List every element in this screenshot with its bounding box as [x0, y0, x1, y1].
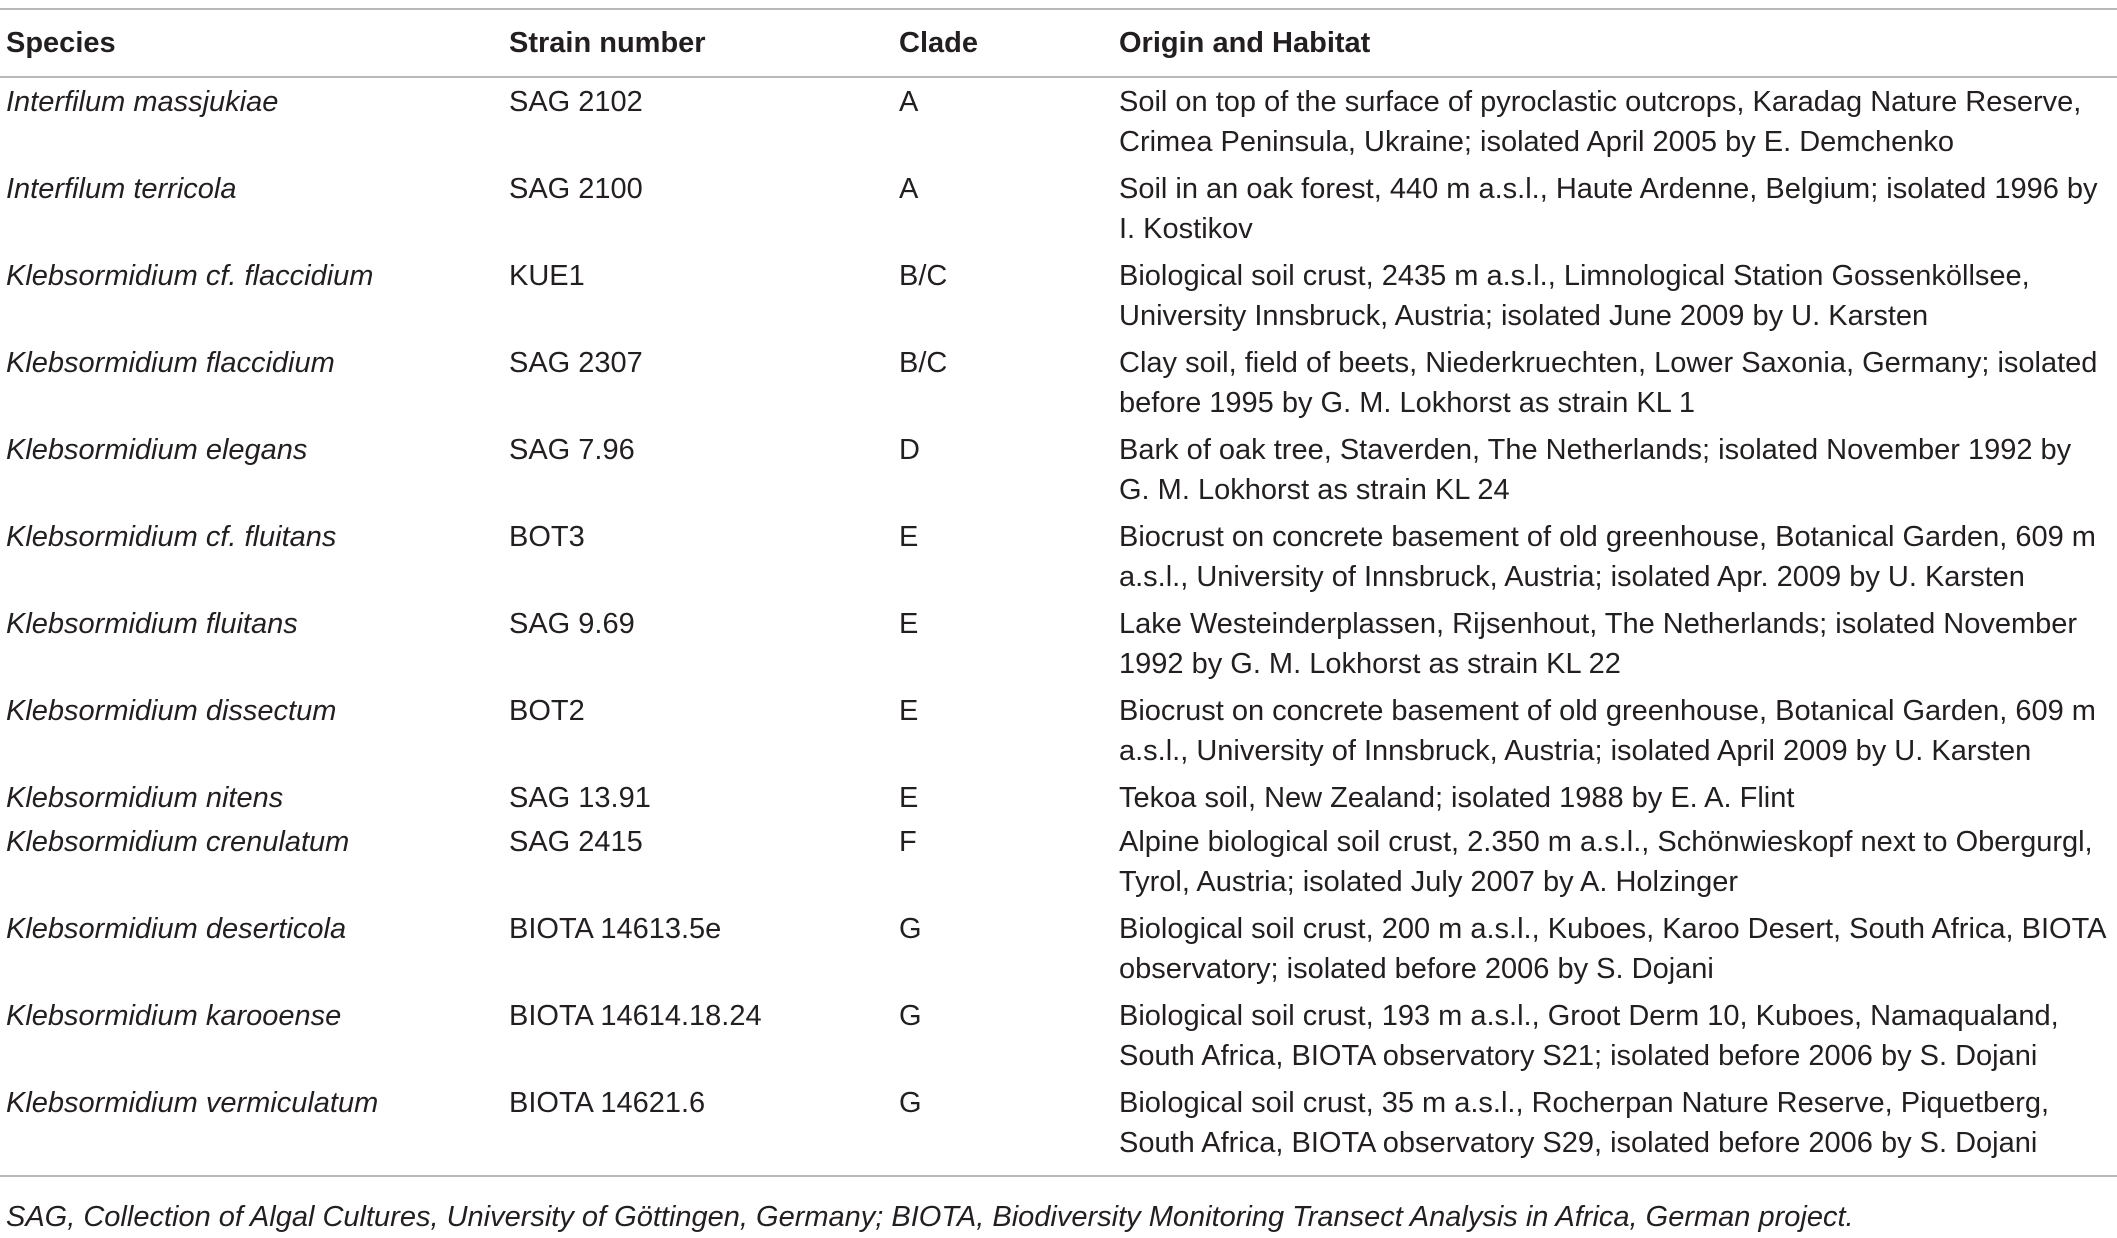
clade-cell: E	[899, 521, 919, 553]
table-row	[0, 600, 2117, 687]
table-row	[0, 818, 2117, 905]
species-cell: Interfilum terricola	[6, 173, 237, 205]
header-strain-number: Strain number	[503, 9, 893, 77]
table-row	[0, 339, 2117, 426]
origin-cell: Soil in an oak forest, 440 m a.s.l., Haute Ardenne, Belgium; isolated 1996 by I. Kostikov	[1119, 173, 2098, 245]
clade-cell: E	[899, 608, 919, 640]
table-footnote: SAG, Collection of Algal Cultures, University of Göttingen, Germany; BIOTA, Biodiversity Monitoring Transect Analysis in Africa, German project.	[6, 1201, 1854, 1233]
strains-table	[0, 8, 2117, 1177]
species-cell: Klebsormidium vermiculatum	[0, 1079, 503, 1176]
clade-cell: D	[899, 434, 920, 466]
origin-cell: Biological soil crust, 200 m a.s.l., Kuboes, Karoo Desert, South Africa, BIOTA observatory; isolated before 2006 by S. Dojani	[1119, 913, 2105, 985]
species-cell: Klebsormidium flaccidium	[6, 347, 335, 379]
strain-cell: BIOTA 14621.6	[503, 1079, 893, 1176]
clade-cell: B/C	[899, 347, 948, 379]
header-species: Species	[0, 9, 503, 77]
origin-cell: Lake Westeinderplassen, Rijsenhout, The Netherlands; isolated November 1992 by G. M. Lokhorst as strain KL 22	[1119, 608, 2078, 680]
strain-cell: BIOTA 14614.18.24	[509, 1000, 762, 1032]
header-clade: Clade	[893, 9, 1113, 77]
strain-cell: SAG 9.69	[509, 608, 635, 640]
origin-cell: Alpine biological soil crust, 2.350 m a.s.l., Schönwieskopf next to Obergurgl, Tyrol, Austria; isolated July 2007 by A. Holzinger	[1119, 826, 2093, 898]
strain-cell: KUE1	[509, 260, 585, 292]
table-row	[0, 77, 2117, 165]
table-row	[0, 992, 2117, 1079]
header-origin-habitat: Origin and Habitat	[1113, 9, 2117, 77]
origin-cell: Bark of oak tree, Staverden, The Netherlands; isolated November 1992 by G. M. Lokhorst as strain KL 24	[1119, 434, 2072, 506]
origin-cell: Biocrust on concrete basement of old greenhouse, Botanical Garden, 609 m a.s.l., University of Innsbruck, Austria; isolated Apr. 2009 by U. Karsten	[1119, 521, 2096, 593]
table-row	[0, 687, 2117, 774]
strain-cell: SAG 2100	[509, 173, 643, 205]
strain-cell: SAG 13.91	[509, 782, 651, 814]
strain-cell: SAG 7.96	[509, 434, 635, 466]
table-row	[0, 905, 2117, 992]
strain-cell: BOT3	[509, 521, 585, 553]
species-cell: Interfilum massjukiae	[6, 86, 279, 118]
origin-cell: Clay soil, field of beets, Niederkruechten, Lower Saxonia, Germany; isolated before 1995 by G. M. Lokhorst as strain KL 1	[1119, 347, 2098, 419]
origin-cell: Biocrust on concrete basement of old greenhouse, Botanical Garden, 609 m a.s.l., University of Innsbruck, Austria; isolated April 2009 by U. Karsten	[1119, 695, 2096, 767]
clade-cell: A	[899, 173, 919, 205]
species-cell: Klebsormidium dissectum	[6, 695, 337, 727]
clade-cell: G	[899, 1000, 922, 1032]
clade-cell: E	[899, 695, 919, 727]
strain-cell: SAG 2415	[509, 826, 643, 858]
clade-cell: G	[899, 913, 922, 945]
strain-cell: BIOTA 14613.5e	[509, 913, 722, 945]
table-header	[0, 9, 2117, 77]
origin-cell: Biological soil crust, 35 m a.s.l., Rocherpan Nature Reserve, Piquetberg, South Africa, BIOTA observatory S29, isolated before 2006 by S. Dojani	[1113, 1079, 2117, 1176]
clade-cell: G	[893, 1079, 1113, 1176]
species-cell: Klebsormidium cf. fluitans	[6, 521, 337, 553]
table-row	[0, 513, 2117, 600]
table-row	[0, 165, 2117, 252]
species-cell: Klebsormidium fluitans	[6, 608, 298, 640]
strain-cell: BOT2	[509, 695, 585, 727]
species-cell: Klebsormidium karooense	[6, 1000, 342, 1032]
table-body	[0, 77, 2117, 1176]
header-row	[0, 9, 2117, 77]
origin-cell: Soil on top of the surface of pyroclastic outcrops, Karadag Nature Reserve, Crimea Peninsula, Ukraine; isolated April 2005 by E. Demchenko	[1119, 86, 2082, 158]
clade-cell: B/C	[899, 260, 948, 292]
table-row	[0, 774, 2117, 818]
strain-cell: SAG 2102	[509, 86, 643, 118]
origin-cell: Biological soil crust, 193 m a.s.l., Groot Derm 10, Kuboes, Namaqualand, South Africa, BIOTA observatory S21; isolated before 2006 by S. Dojani	[1119, 1000, 2059, 1072]
table-row	[0, 252, 2117, 339]
origin-cell: Tekoa soil, New Zealand; isolated 1988 by E. A. Flint	[1119, 782, 1795, 814]
table-row	[0, 1079, 2117, 1176]
clade-cell: A	[899, 86, 919, 118]
clade-cell: F	[899, 826, 917, 858]
species-cell: Klebsormidium elegans	[6, 434, 308, 466]
table-row	[0, 426, 2117, 513]
strain-cell: SAG 2307	[509, 347, 643, 379]
species-cell: Klebsormidium deserticola	[6, 913, 347, 945]
species-cell: Klebsormidium crenulatum	[6, 826, 350, 858]
clade-cell: E	[899, 782, 919, 814]
species-cell: Klebsormidium cf. flaccidium	[6, 260, 374, 292]
origin-cell: Biological soil crust, 2435 m a.s.l., Limnological Station Gossenköllsee, University Innsbruck, Austria; isolated June 2009 by U. Karsten	[1119, 260, 2030, 332]
species-cell: Klebsormidium nitens	[6, 782, 284, 814]
